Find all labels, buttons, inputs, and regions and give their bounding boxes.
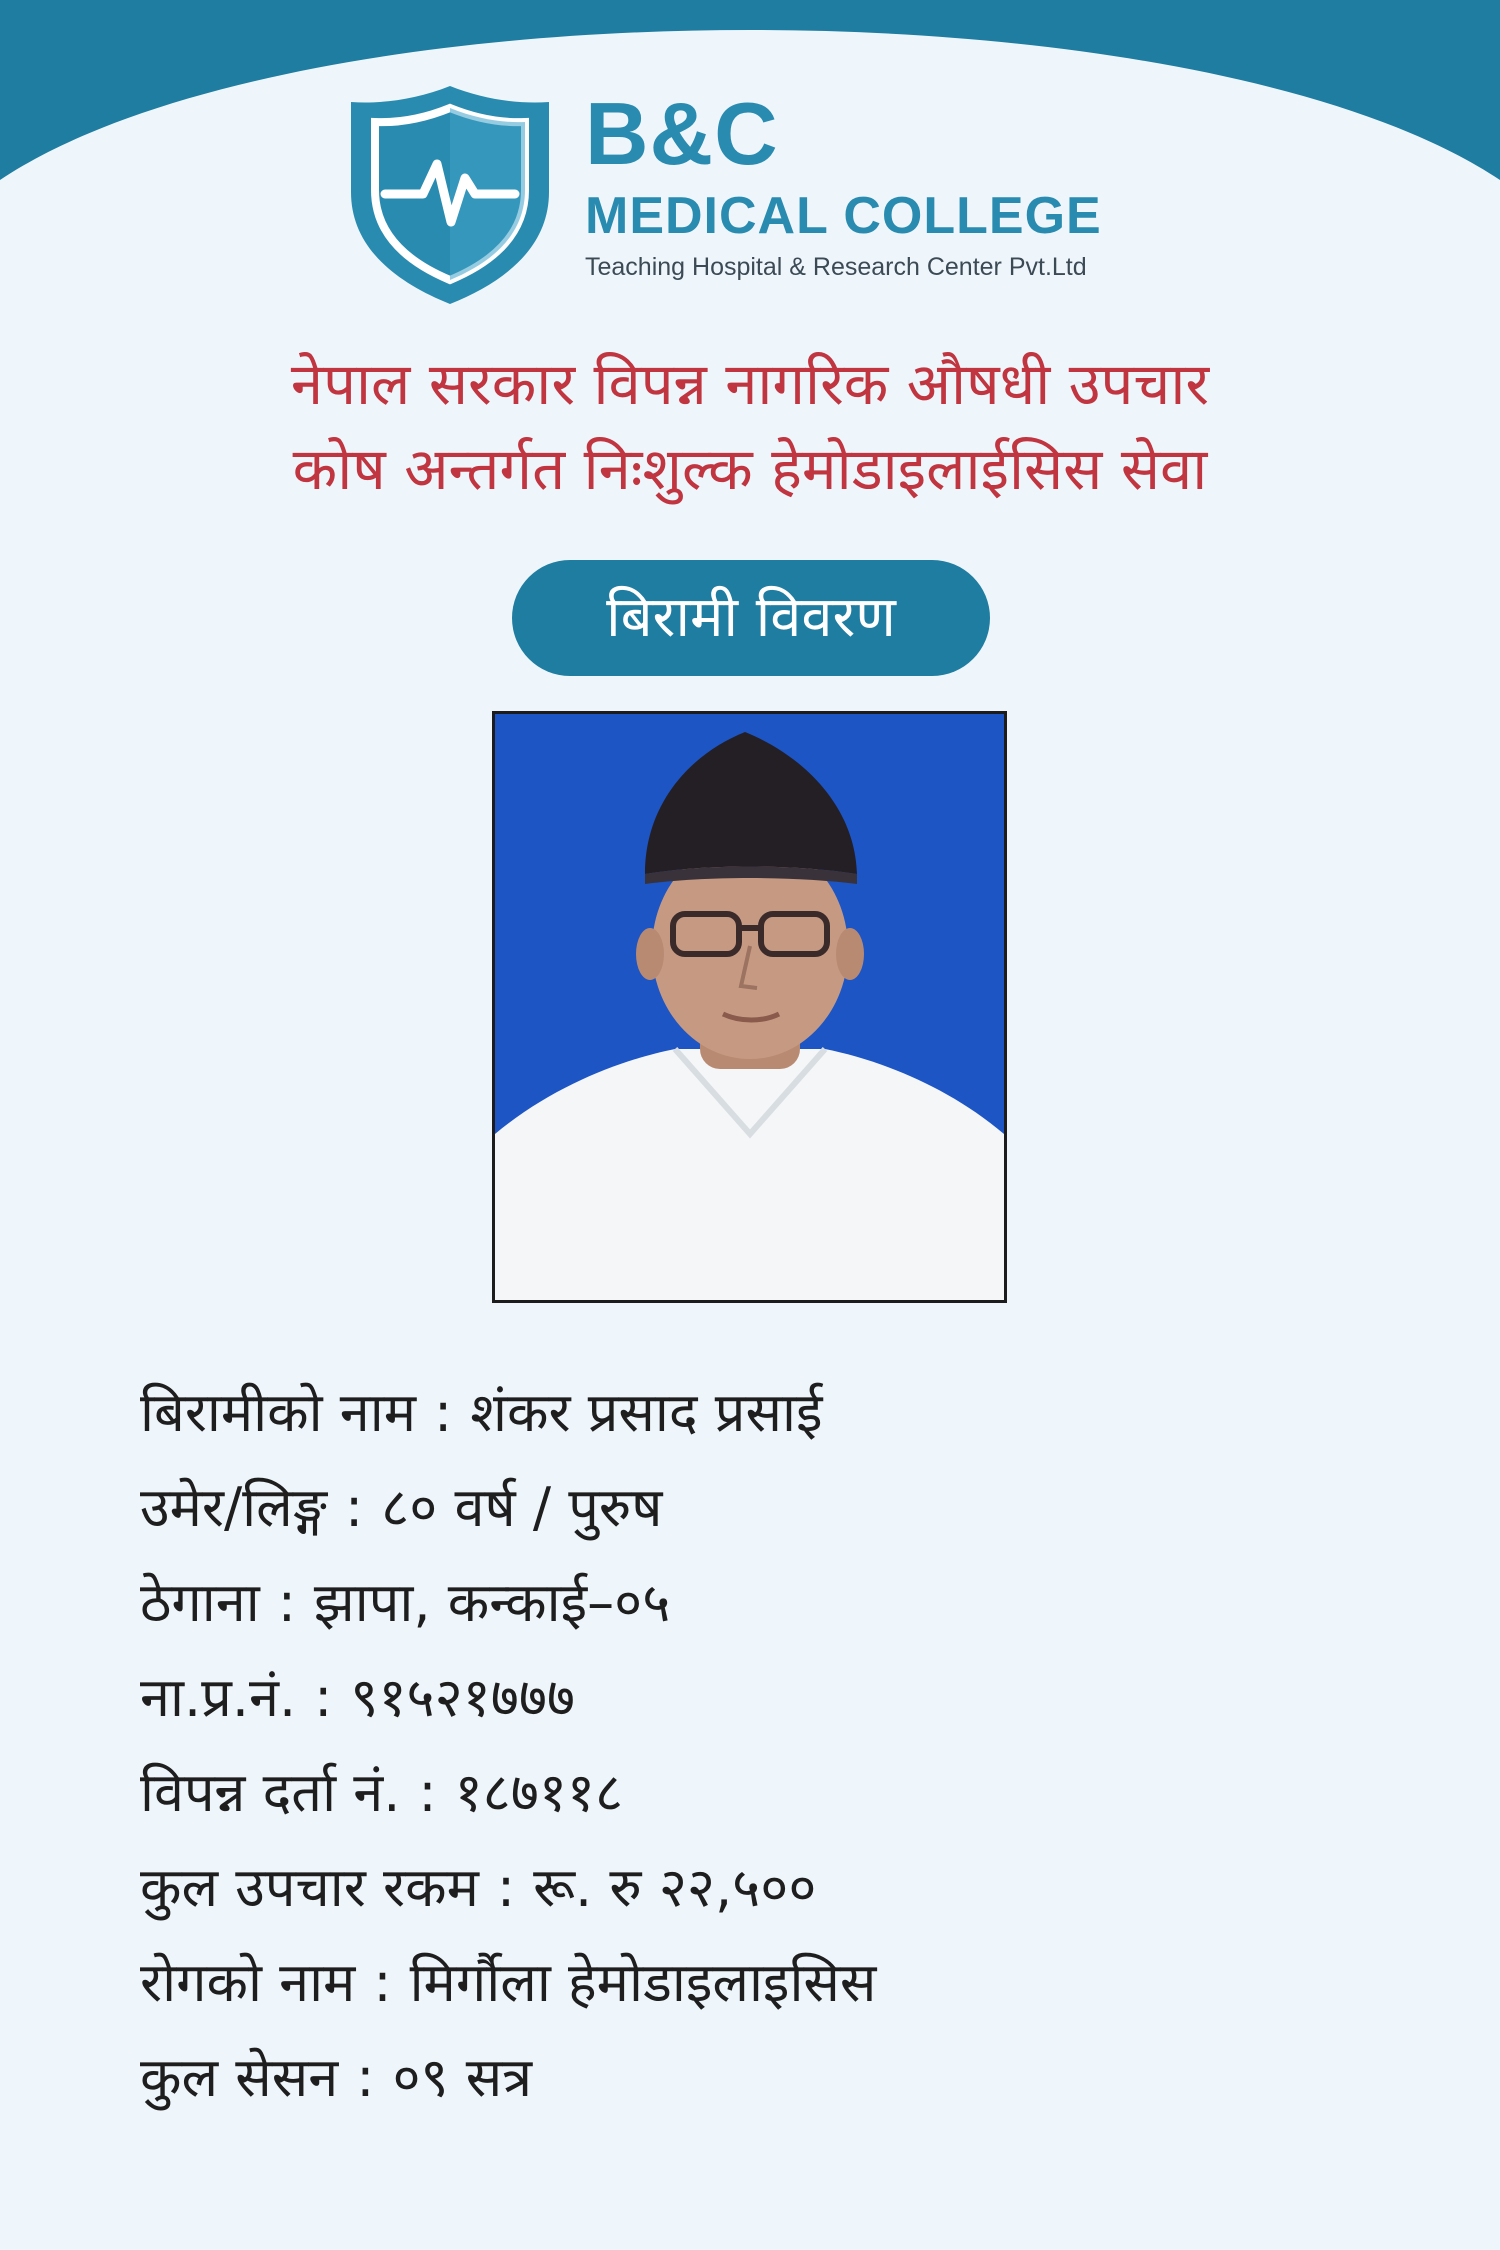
detail-row-registration-no: विपन्न दर्ता नं. : १८७११८ <box>140 1760 624 1824</box>
detail-value: रू. रु २२,५०० <box>533 1855 817 1919</box>
detail-label: बिरामीको नाम <box>140 1380 417 1444</box>
detail-row-disease: रोगको नाम : मिर्गौला हेमोडाइलाइसिस <box>140 1950 877 2014</box>
detail-value: १८७११८ <box>454 1760 624 1824</box>
detail-value: ८० वर्ष / पुरुष <box>381 1475 663 1539</box>
detail-row-citizenship-no: ना.प्र.नं. : ९१५२१७७७ <box>140 1665 575 1729</box>
detail-value: ०९ सत्र <box>392 2045 533 2109</box>
brand-name: B&C <box>585 84 779 183</box>
college-subtitle: Teaching Hospital & Research Center Pvt.Ltd <box>585 253 1087 281</box>
headline-line-2: कोष अन्तर्गत निःशुल्क हेमोडाइलाईसिस सेवा <box>292 435 1208 503</box>
detail-row-age-gender: उमेर/लिङ्ग : ८० वर्ष / पुरुष <box>140 1475 663 1539</box>
detail-label: रोगको नाम <box>140 1950 356 2014</box>
detail-value: शंकर प्रसाद प्रसाई <box>470 1380 823 1444</box>
detail-row-sessions: कुल सेसन : ०९ सत्र <box>140 2045 533 2109</box>
patient-photo-illustration <box>495 714 1004 1300</box>
detail-value: ९१५२१७७७ <box>350 1665 575 1729</box>
patient-photo <box>492 711 1007 1303</box>
detail-row-total-amount: कुल उपचार रकम : रू. रु २२,५०० <box>140 1855 817 1919</box>
detail-label: कुल सेसन <box>140 2045 339 2109</box>
patient-details <box>140 1365 1380 2125</box>
detail-label: विपन्न दर्ता नं. <box>140 1760 401 1824</box>
detail-label: कुल उपचार रकम <box>140 1855 479 1919</box>
detail-row-name: बिरामीको नाम : शंकर प्रसाद प्रसाई <box>140 1380 823 1444</box>
detail-label: उमेर/लिङ्ग <box>140 1475 327 1539</box>
section-title: बिरामी विवरण <box>606 585 896 650</box>
detail-value: झापा, कन्काई–०५ <box>313 1570 671 1634</box>
detail-row-address: ठेगाना : झापा, कन्काई–०५ <box>140 1570 671 1634</box>
section-title-pill <box>512 560 990 676</box>
detail-label: ना.प्र.नं. <box>140 1665 297 1729</box>
shield-heartbeat-icon <box>345 82 555 307</box>
headline-line-1: नेपाल सरकार विपन्न नागरिक औषधी उपचार <box>290 350 1210 418</box>
detail-value: मिर्गौला हेमोडाइलाइसिस <box>409 1950 877 2014</box>
college-name: MEDICAL COLLEGE <box>585 187 1102 245</box>
detail-label: ठेगाना <box>140 1570 260 1634</box>
